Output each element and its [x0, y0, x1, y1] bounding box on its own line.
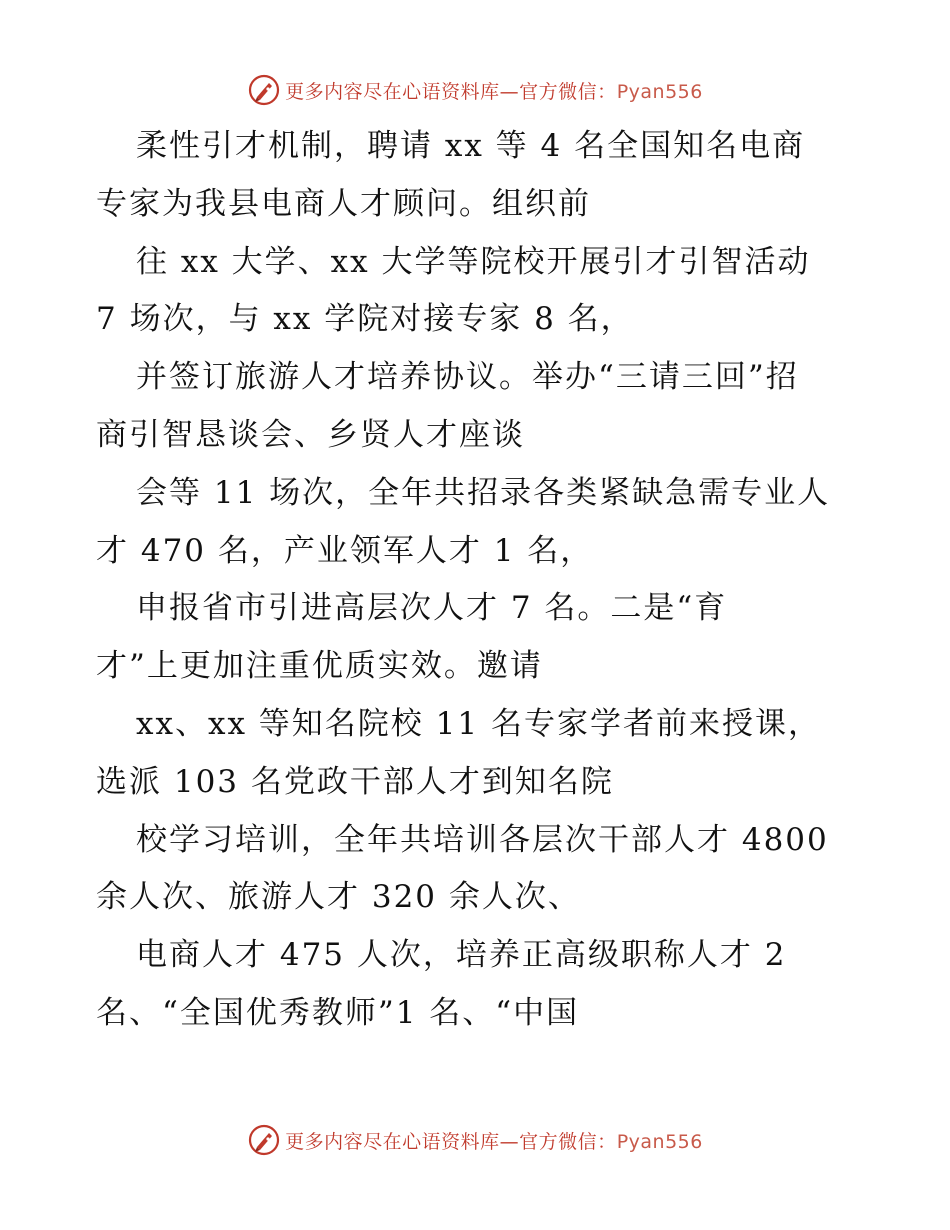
body-line: 才 470 名，产业领军人才 1 名，	[96, 532, 594, 569]
header-brand	[247, 73, 703, 107]
body-line: 并签订旅游人才培养协议。举办“三请三回”招	[136, 359, 799, 396]
body-line: 申报省市引进高层次人才 7 名。二是“育	[136, 590, 728, 627]
body-line: 7 场次，与 xx 学院对接专家 8 名，	[96, 301, 634, 338]
document-body	[96, 118, 856, 1043]
body-line: 商引智恳谈会、乡贤人才座谈	[96, 416, 525, 453]
body-line: 柔性引才机制，聘请 xx 等 4 名全国知名电商	[136, 128, 806, 164]
body-line: 电商人才 475 人次，培养正高级职称人才 2	[136, 937, 787, 974]
body-line: 校学习培训，全年共培训各层次干部人才 4800	[136, 821, 829, 858]
body-line: 名、“全国优秀教师”1 名、“中国	[96, 994, 580, 1031]
page-header	[0, 70, 950, 110]
footer-account: Pyan556	[616, 1130, 703, 1153]
body-line: 会等 11 场次，全年共招录各类紧缺急需专业人	[136, 474, 831, 511]
header-account: Pyan556	[616, 80, 703, 103]
footer-dash: —	[499, 1130, 520, 1153]
pen-logo-icon	[247, 73, 281, 107]
header-dash: —	[499, 80, 520, 103]
body-line: 专家为我县电商人才顾问。组织前	[96, 185, 591, 222]
page-footer	[0, 1120, 950, 1160]
body-line: 选派 103 名党政干部人才到知名院	[96, 763, 614, 800]
header-wechat-label: 官方微信：	[519, 80, 617, 103]
body-line: 余人次、旅游人才 320 余人次、	[96, 879, 581, 916]
footer-slogan-text: 更多内容尽在心语资料库	[285, 1130, 500, 1153]
header-slogan	[285, 77, 703, 104]
body-line: 才”上更加注重优质实效。邀请	[96, 648, 543, 685]
footer-slogan	[285, 1127, 703, 1154]
header-slogan-text: 更多内容尽在心语资料库	[285, 80, 500, 103]
pen-logo-icon	[247, 1123, 281, 1157]
body-line: xx、xx 等知名院校 11 名专家学者前来授课，	[136, 705, 821, 742]
body-line: 往 xx 大学、xx 大学等院校开展引才引智活动	[136, 243, 811, 280]
footer-brand	[247, 1123, 703, 1157]
footer-wechat-label: 官方微信：	[519, 1130, 617, 1153]
